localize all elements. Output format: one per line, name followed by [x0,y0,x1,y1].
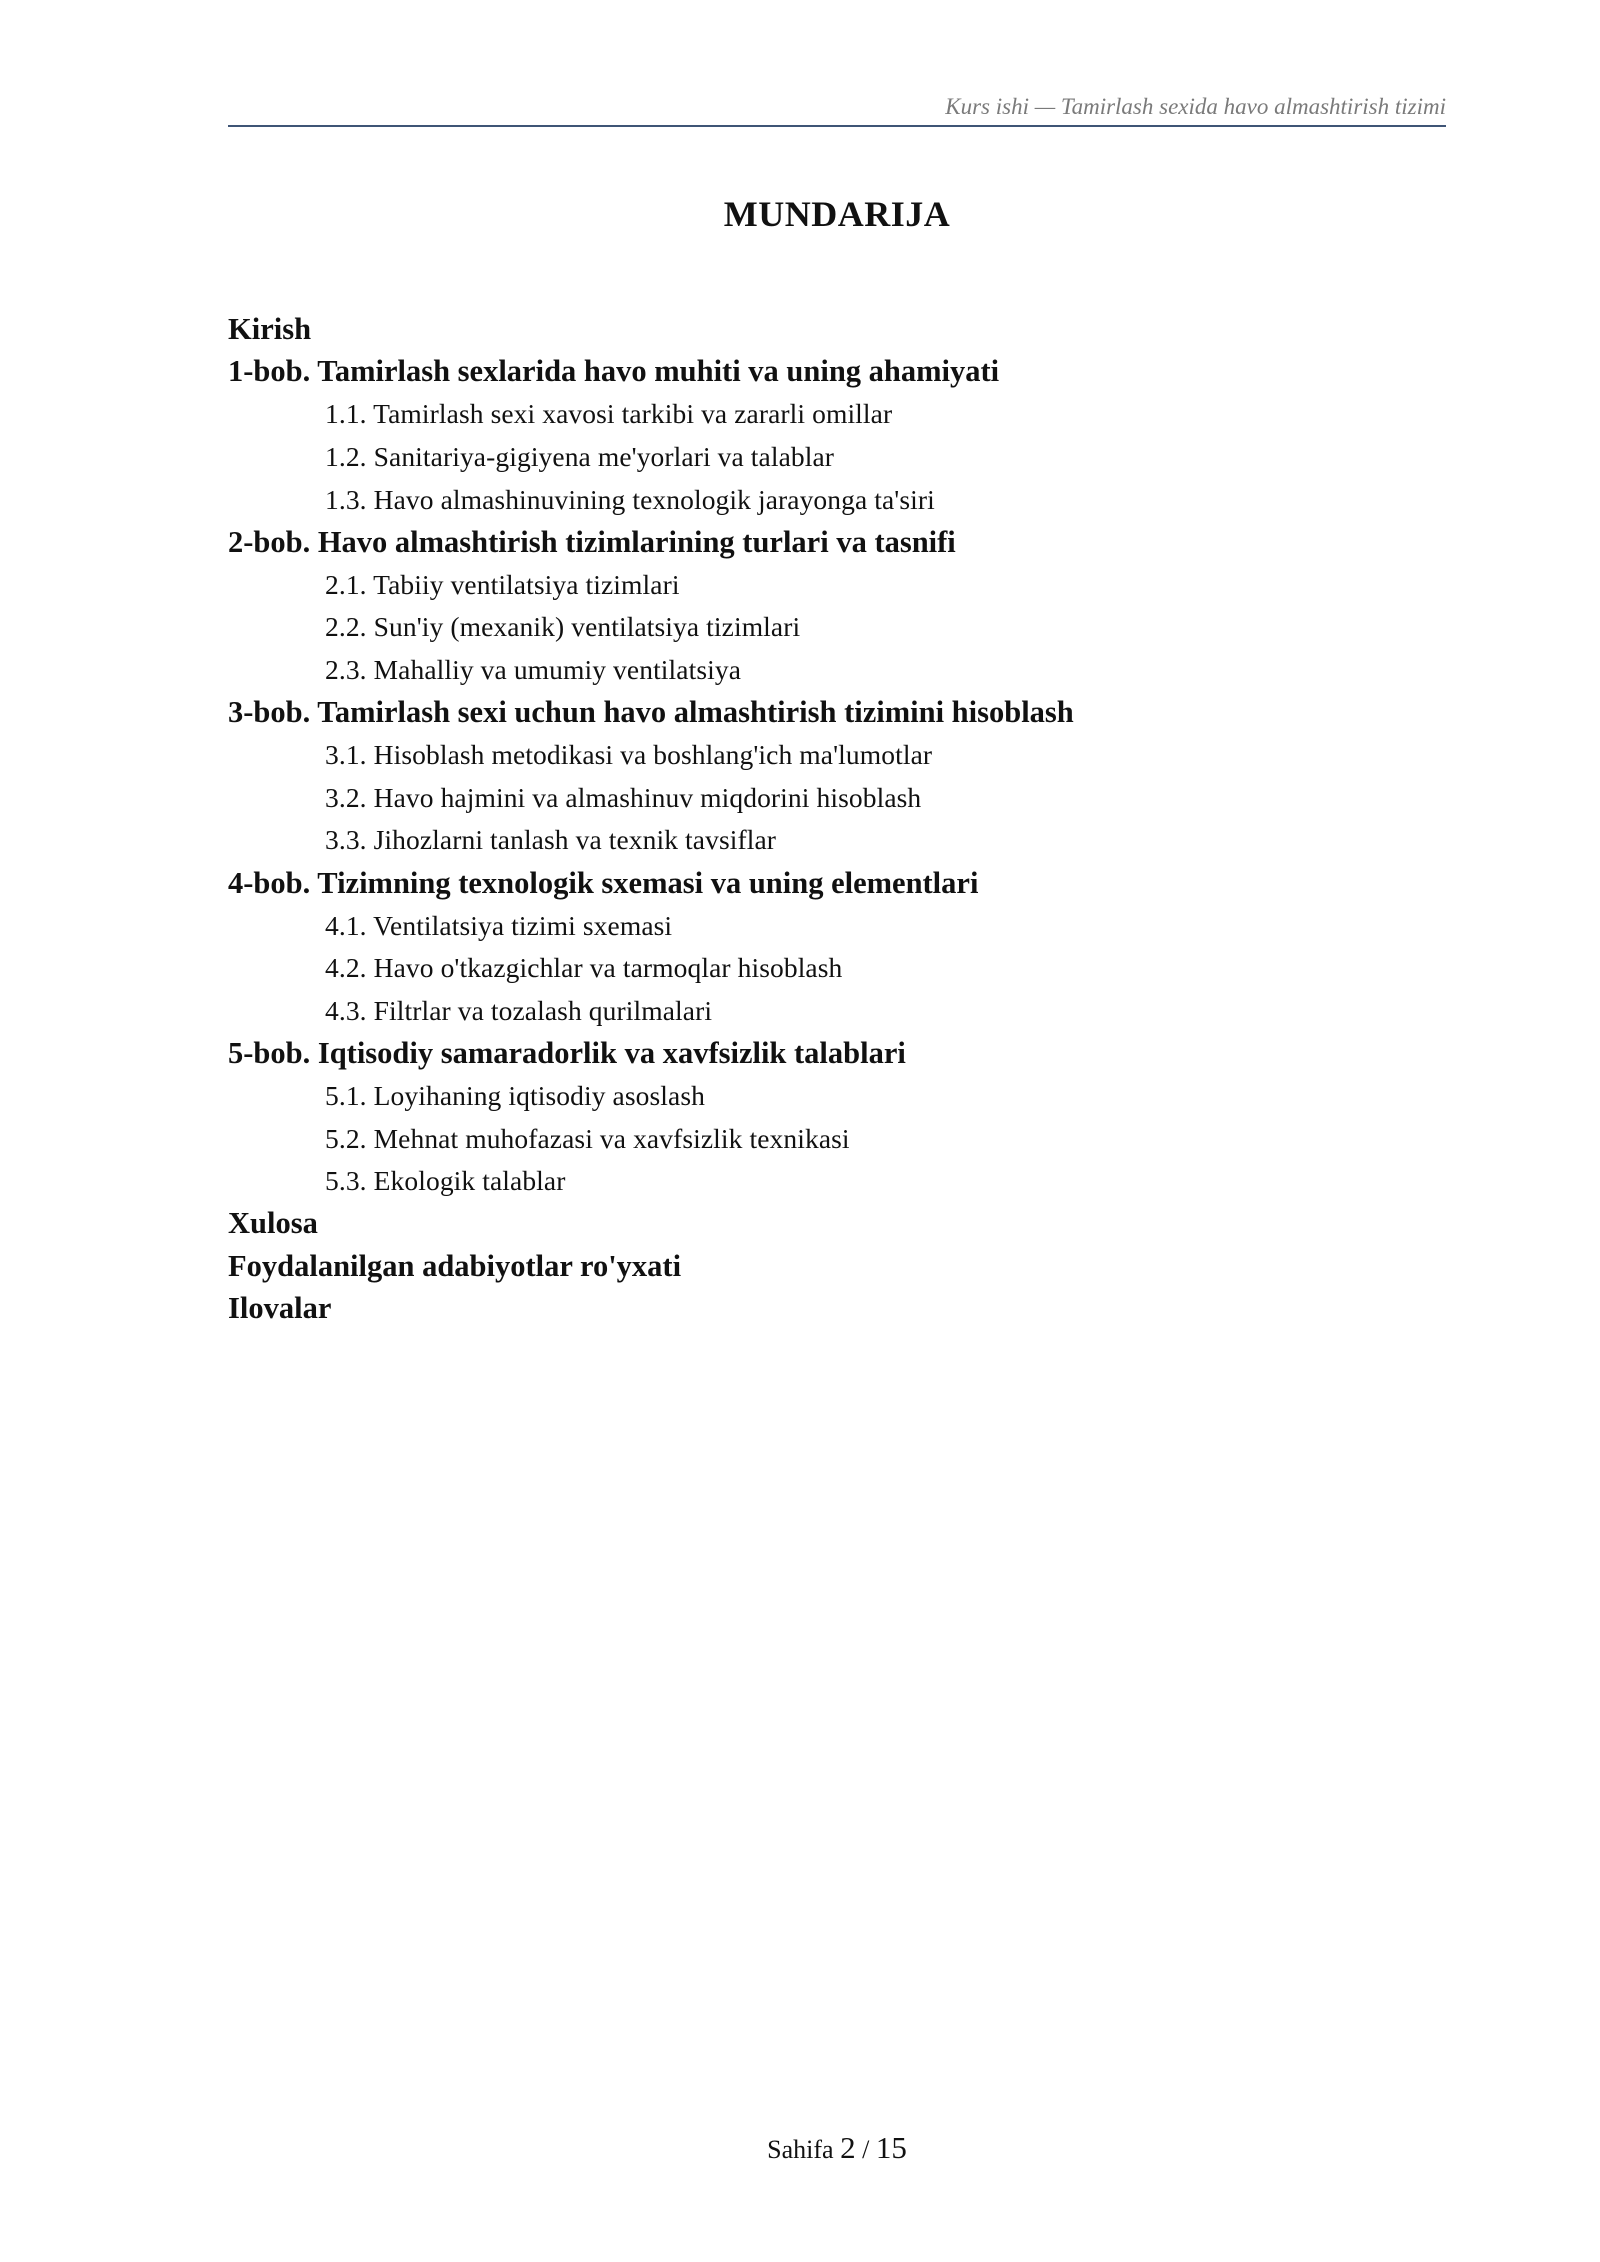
page-title: MUNDARIJA [723,194,951,234]
toc-entry-chapter [228,862,1446,905]
toc-entry-section [228,436,1446,479]
toc-entry-section [228,1117,1446,1160]
toc-entry-section [228,478,1446,521]
toc-entry-text: 1-bob. Tamirlash sexlarida havo muhiti va uning ahamiyati [228,354,1000,389]
toc-entry-section [228,904,1446,947]
toc-entry-section [228,734,1446,777]
toc-entry-section [228,606,1446,649]
toc-entry-text: 4-bob. Tizimning texnologik sxemasi va uning elementlari [228,865,979,900]
toc-entry-text: 2-bob. Havo almashtirish tizimlarining turlari va tasnifi [228,524,956,559]
toc-entry-text: Xulosa [228,1206,318,1241]
toc-entry-text: 5.2. Mehnat muhofazasi va xavfsizlik texnikasi [325,1122,850,1154]
page-number-separator: / [862,2135,870,2164]
toc-entry-section [228,1160,1446,1203]
toc-entry-text: 1.1. Tamirlash sexi xavosi tarkibi va zararli omillar [325,398,893,430]
toc-entry-section [228,564,1446,607]
toc-entry-chapter [228,1288,1446,1331]
toc-entry-section [228,947,1446,990]
toc-entry-chapter [228,1245,1446,1288]
toc-entry-section [228,649,1446,692]
toc-entry-text: 2.1. Tabiiy ventilatsiya tizimlari [325,568,680,600]
page-footer [0,2130,1600,2166]
toc-entry-chapter [228,1032,1446,1075]
page-header [228,92,1446,127]
toc-entry-text: Kirish [228,311,312,346]
page-number-current: 2 [840,2130,856,2165]
toc-entry-section [228,819,1446,862]
toc-entry-text: 1.3. Havo almashinuvining texnologik jarayonga ta'siri [325,483,935,515]
toc-entry-text: 5.1. Loyihaning iqtisodiy asoslash [325,1079,705,1111]
toc-entry-section [228,777,1446,820]
table-of-contents [228,308,1446,1330]
toc-entry-text: 3.1. Hisoblash metodikasi va boshlang'ich ma'lumotlar [325,739,933,771]
toc-entry-chapter [228,521,1446,564]
toc-entry-section [228,1075,1446,1118]
toc-entry-text: 5.3. Ekologik talablar [325,1165,566,1197]
toc-entry-text: 2.3. Mahalliy va umumiy ventilatsiya [325,654,742,686]
toc-entry-text: 2.2. Sun'iy (mexanik) ventilatsiya tizimlari [325,611,801,643]
toc-entry-chapter [228,308,1446,351]
toc-entry-text: 3.2. Havo hajmini va almashinuv miqdorini hisoblash [325,781,922,813]
toc-entry-chapter [228,1202,1446,1245]
toc-entry-text: 4.3. Filtrlar va tozalash qurilmalari [325,994,713,1026]
toc-entry-text: Ilovalar [228,1291,332,1326]
page-number-label: Sahifa [767,2135,834,2164]
toc-entry-section [228,393,1446,436]
page-number-total: 15 [875,2130,907,2165]
toc-entry-text: 3.3. Jihozlarni tanlash va texnik tavsiflar [325,824,777,856]
toc-entry-text: 4.1. Ventilatsiya tizimi sxemasi [325,909,673,941]
toc-entry-text: Foydalanilgan adabiyotlar ro'yxati [228,1248,682,1283]
header-text: Kurs ishi — Tamirlash sexida havo almashtirish tizimi [945,94,1446,119]
toc-entry-text: 1.2. Sanitariya-gigiyena me'yorlari va talablar [325,441,835,473]
toc-entry-text: 4.2. Havo o'tkazgichlar va tarmoqlar hisoblash [325,952,843,984]
toc-entry-text: 5-bob. Iqtisodiy samaradorlik va xavfsizlik talablari [228,1035,906,1070]
toc-entry-chapter [228,691,1446,734]
toc-entry-text: 3-bob. Tamirlash sexi uchun havo almashtirish tizimini hisoblash [228,695,1074,730]
toc-entry-chapter [228,351,1446,394]
toc-entry-section [228,990,1446,1033]
